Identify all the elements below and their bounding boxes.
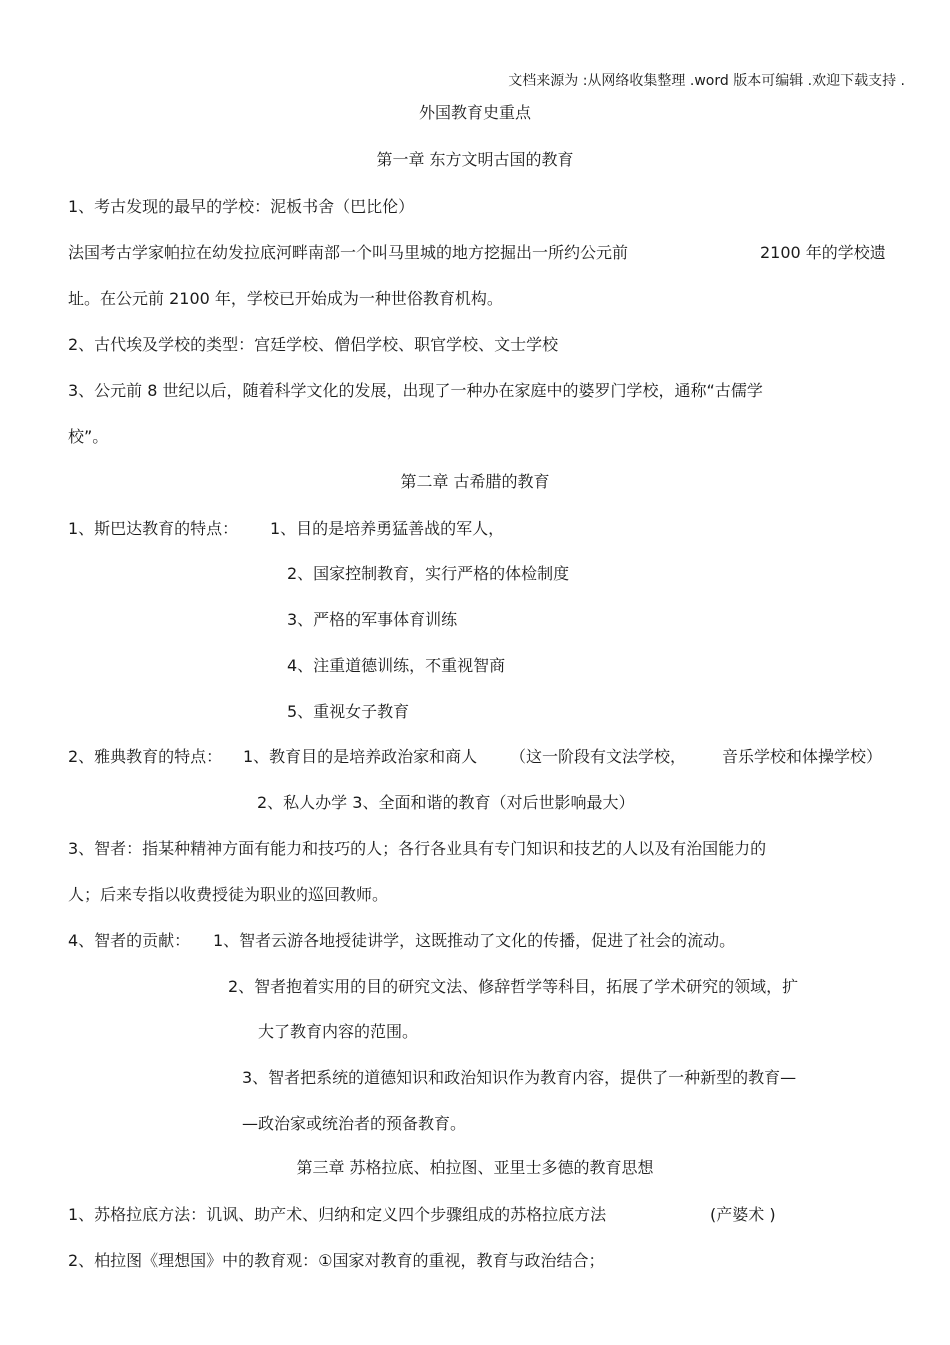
athens-point-note: （这一阶段有文法学校， xyxy=(510,747,687,766)
ch1-item-2: 2、古代埃及学校的类型：宫廷学校、僧侣学校、职官学校、文士学校 xyxy=(68,335,559,354)
sparta-point: 3、严格的军事体育训练 xyxy=(287,610,458,629)
sparta-label: 1、斯巴达教育的特点： xyxy=(68,519,239,538)
contribution-point: 2、智者抱着实用的目的研究文法、修辞哲学等科目，拓展了学术研究的领域，扩 xyxy=(228,977,799,996)
ch1-item-3-cont: 校”。 xyxy=(68,427,109,446)
ch3-item-1: 1、苏格拉底方法：讥讽、助产术、归纳和定义四个步骤组成的苏格拉底方法 xyxy=(68,1205,607,1224)
contribution-point-cont: 大了教育内容的范围。 xyxy=(258,1022,419,1041)
sparta-point: 5、重视女子教育 xyxy=(287,702,410,721)
sophist-definition: 3、智者：指某种精神方面有能力和技巧的人；各行各业具有专门知识和技艺的人以及有治国能力的 xyxy=(68,839,767,858)
athens-point: 2、私人办学 3、全面和谐的教育（对后世影响最大） xyxy=(257,793,635,812)
contribution-point: 3、智者把系统的道德知识和政治知识作为教育内容，提供了一种新型的教育— xyxy=(242,1068,797,1087)
athens-label: 2、雅典教育的特点： xyxy=(68,747,223,766)
sparta-point: 4、注重道德训练，不重视智商 xyxy=(287,656,506,675)
sparta-point: 1、目的是培养勇猛善战的军人， xyxy=(270,519,505,538)
ch1-paragraph-line: 法国考古学家帕拉在幼发拉底河畔南部一个叫马里城的地方挖掘出一所约公元前 xyxy=(68,243,629,262)
ch3-item-1-note: (产婆术 ) xyxy=(710,1205,776,1224)
ch1-paragraph-line: 址。在公元前 2100 年，学校已开始成为一种世俗教育机构。 xyxy=(68,289,503,308)
ch3-item-2: 2、柏拉图《理想国》中的教育观：①国家对教育的重视，教育与政治结合； xyxy=(68,1251,605,1270)
chapter-3-heading: 第三章 苏格拉底、柏拉图、亚里士多德的教育思想 xyxy=(296,1158,654,1177)
ch1-paragraph-line: 2100 年的学校遗 xyxy=(760,243,886,262)
ch1-item-3: 3、公元前 8 世纪以后，随着科学文化的发展，出现了一种办在家庭中的婆罗门学校，通称“古儒学 xyxy=(68,381,763,400)
sophist-definition-cont: 人；后来专指以收费授徒为职业的巡回教师。 xyxy=(68,885,389,904)
chapter-2-heading: 第二章 古希腊的教育 xyxy=(400,472,550,491)
contribution-label: 4、智者的贡献： xyxy=(68,931,191,950)
athens-point: 1、教育目的是培养政治家和商人 xyxy=(243,747,478,766)
document-title: 外国教育史重点 xyxy=(418,103,531,122)
chapter-1-heading: 第一章 东方文明古国的教育 xyxy=(376,150,574,169)
athens-point-note: 音乐学校和体操学校） xyxy=(722,747,883,766)
sparta-point: 2、国家控制教育，实行严格的体检制度 xyxy=(287,564,570,583)
ch1-item-1: 1、考古发现的最早的学校：泥板书舍（巴比伦） xyxy=(68,197,415,216)
contribution-point: 1、智者云游各地授徒讲学，这既推动了文化的传播，促进了社会的流动。 xyxy=(213,931,736,950)
page-header: 文档来源为 :从网络收集整理 .word 版本可编辑 .欢迎下载支持 . xyxy=(508,73,905,89)
contribution-point-cont: —政治家或统治者的预备教育。 xyxy=(242,1114,467,1133)
